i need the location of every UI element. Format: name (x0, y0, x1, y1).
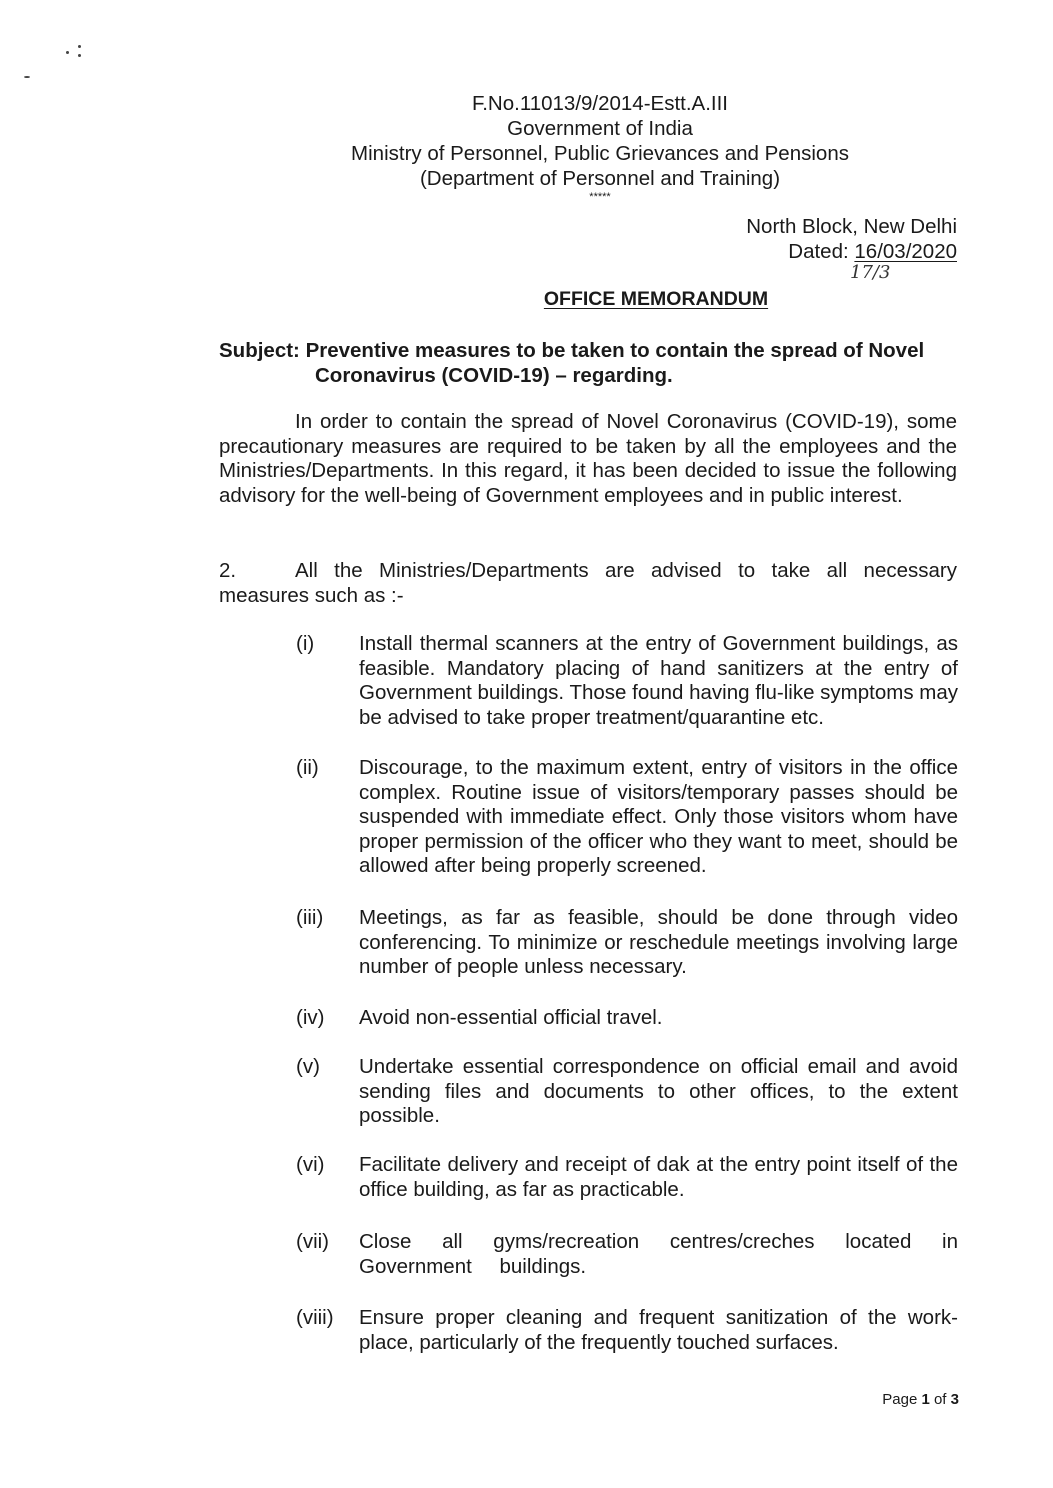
page-total: 3 (950, 1391, 959, 1408)
measure-number: (ii) (296, 756, 319, 779)
page-current: 1 (921, 1391, 930, 1408)
file-number: F.No.11013/9/2014-Estt.A.III (471, 92, 729, 115)
subject (219, 338, 959, 388)
dated-label: Dated: (788, 240, 855, 263)
measure-text: Meetings, as far as feasible, should be done through video conferencing. To minimize or reschedule meetings involving large number of people unless necessary. (359, 906, 958, 978)
paragraph-number: 2. (219, 559, 237, 582)
measure-item (296, 1306, 958, 1355)
intro-paragraph: In order to contain the spread of Novel Coronavirus (COVID-19), some precautionary measures are required to be taken by all the employees and the Ministries/Departments. In this regard, it has been decided to issue the following advisory for the well-being of Government employees and in public interest. (219, 410, 957, 507)
measure-text: Discourage, to the maximum extent, entry of visitors in the office complex. Routine issue of visitors/temporary passes should be suspended with immediate effect. Only those visitors whom have proper permission of the officer who they want to meet, should be allowed after being properly screened. (359, 756, 958, 877)
government-name: Government of India (507, 117, 693, 140)
scan-speck (78, 45, 81, 48)
handwritten-note: 17/3 (850, 262, 891, 283)
measure-item (296, 1006, 958, 1031)
measure-text: Avoid non-essential official travel. (359, 1006, 663, 1029)
paragraph-2: 2. All the Ministries/Departments are advised to take all necessary measures such as :- (219, 559, 957, 607)
measure-item (296, 906, 958, 980)
measure-item (296, 756, 958, 879)
scan-speck (24, 76, 30, 78)
measure-item (296, 1055, 958, 1129)
measure-number: (i) (296, 632, 315, 655)
document-title: OFFICE MEMORANDUM (543, 288, 769, 310)
measure-text: Ensure proper cleaning and frequent sanitization of the work-place, particularly of the frequently touched surfaces. (359, 1306, 958, 1354)
measure-number: (viii) (296, 1306, 334, 1329)
date-line (788, 239, 957, 264)
scan-speck (78, 54, 81, 57)
subject-label: Subject: (219, 339, 300, 362)
measure-number: (vi) (296, 1153, 325, 1176)
measure-number: (iii) (296, 906, 324, 929)
page-indicator: Page 1 of 3 (882, 1391, 959, 1408)
measure-text: Close all gyms/recreation centres/creches located in Government buildings. (359, 1230, 958, 1278)
date-value: 16/03/2020 (854, 240, 957, 263)
measure-number: (v) (296, 1055, 320, 1078)
measure-number: (iv) (296, 1006, 325, 1029)
separator: ***** (589, 191, 611, 203)
measure-item (296, 1230, 958, 1279)
measure-text: Install thermal scanners at the entry of Government buildings, as feasible. Mandatory placing of hand sanitizers at the entry of Government buildings. Those found having flu-like symptoms may be advised to take proper treatment/quarantine etc. (359, 632, 958, 729)
ministry-name: Ministry of Personnel, Public Grievances and Pensions (351, 142, 849, 165)
measure-number: (vii) (296, 1230, 330, 1253)
measure-item (296, 1153, 958, 1202)
measure-text: Facilitate delivery and receipt of dak at the entry point itself of the office building, as far as practicable. (359, 1153, 958, 1201)
place: North Block, New Delhi (746, 215, 957, 238)
scan-speck (66, 51, 69, 54)
measure-text: Undertake essential correspondence on official email and avoid sending files and documents to other offices, to the extent possible. (359, 1055, 958, 1127)
department-name: (Department of Personnel and Training) (419, 167, 781, 190)
subject-line1: Preventive measures to be taken to contain the spread of Novel (299, 339, 925, 362)
measure-item (296, 632, 958, 730)
subject-line2: Coronavirus (COVID-19) – regarding. (315, 364, 673, 387)
